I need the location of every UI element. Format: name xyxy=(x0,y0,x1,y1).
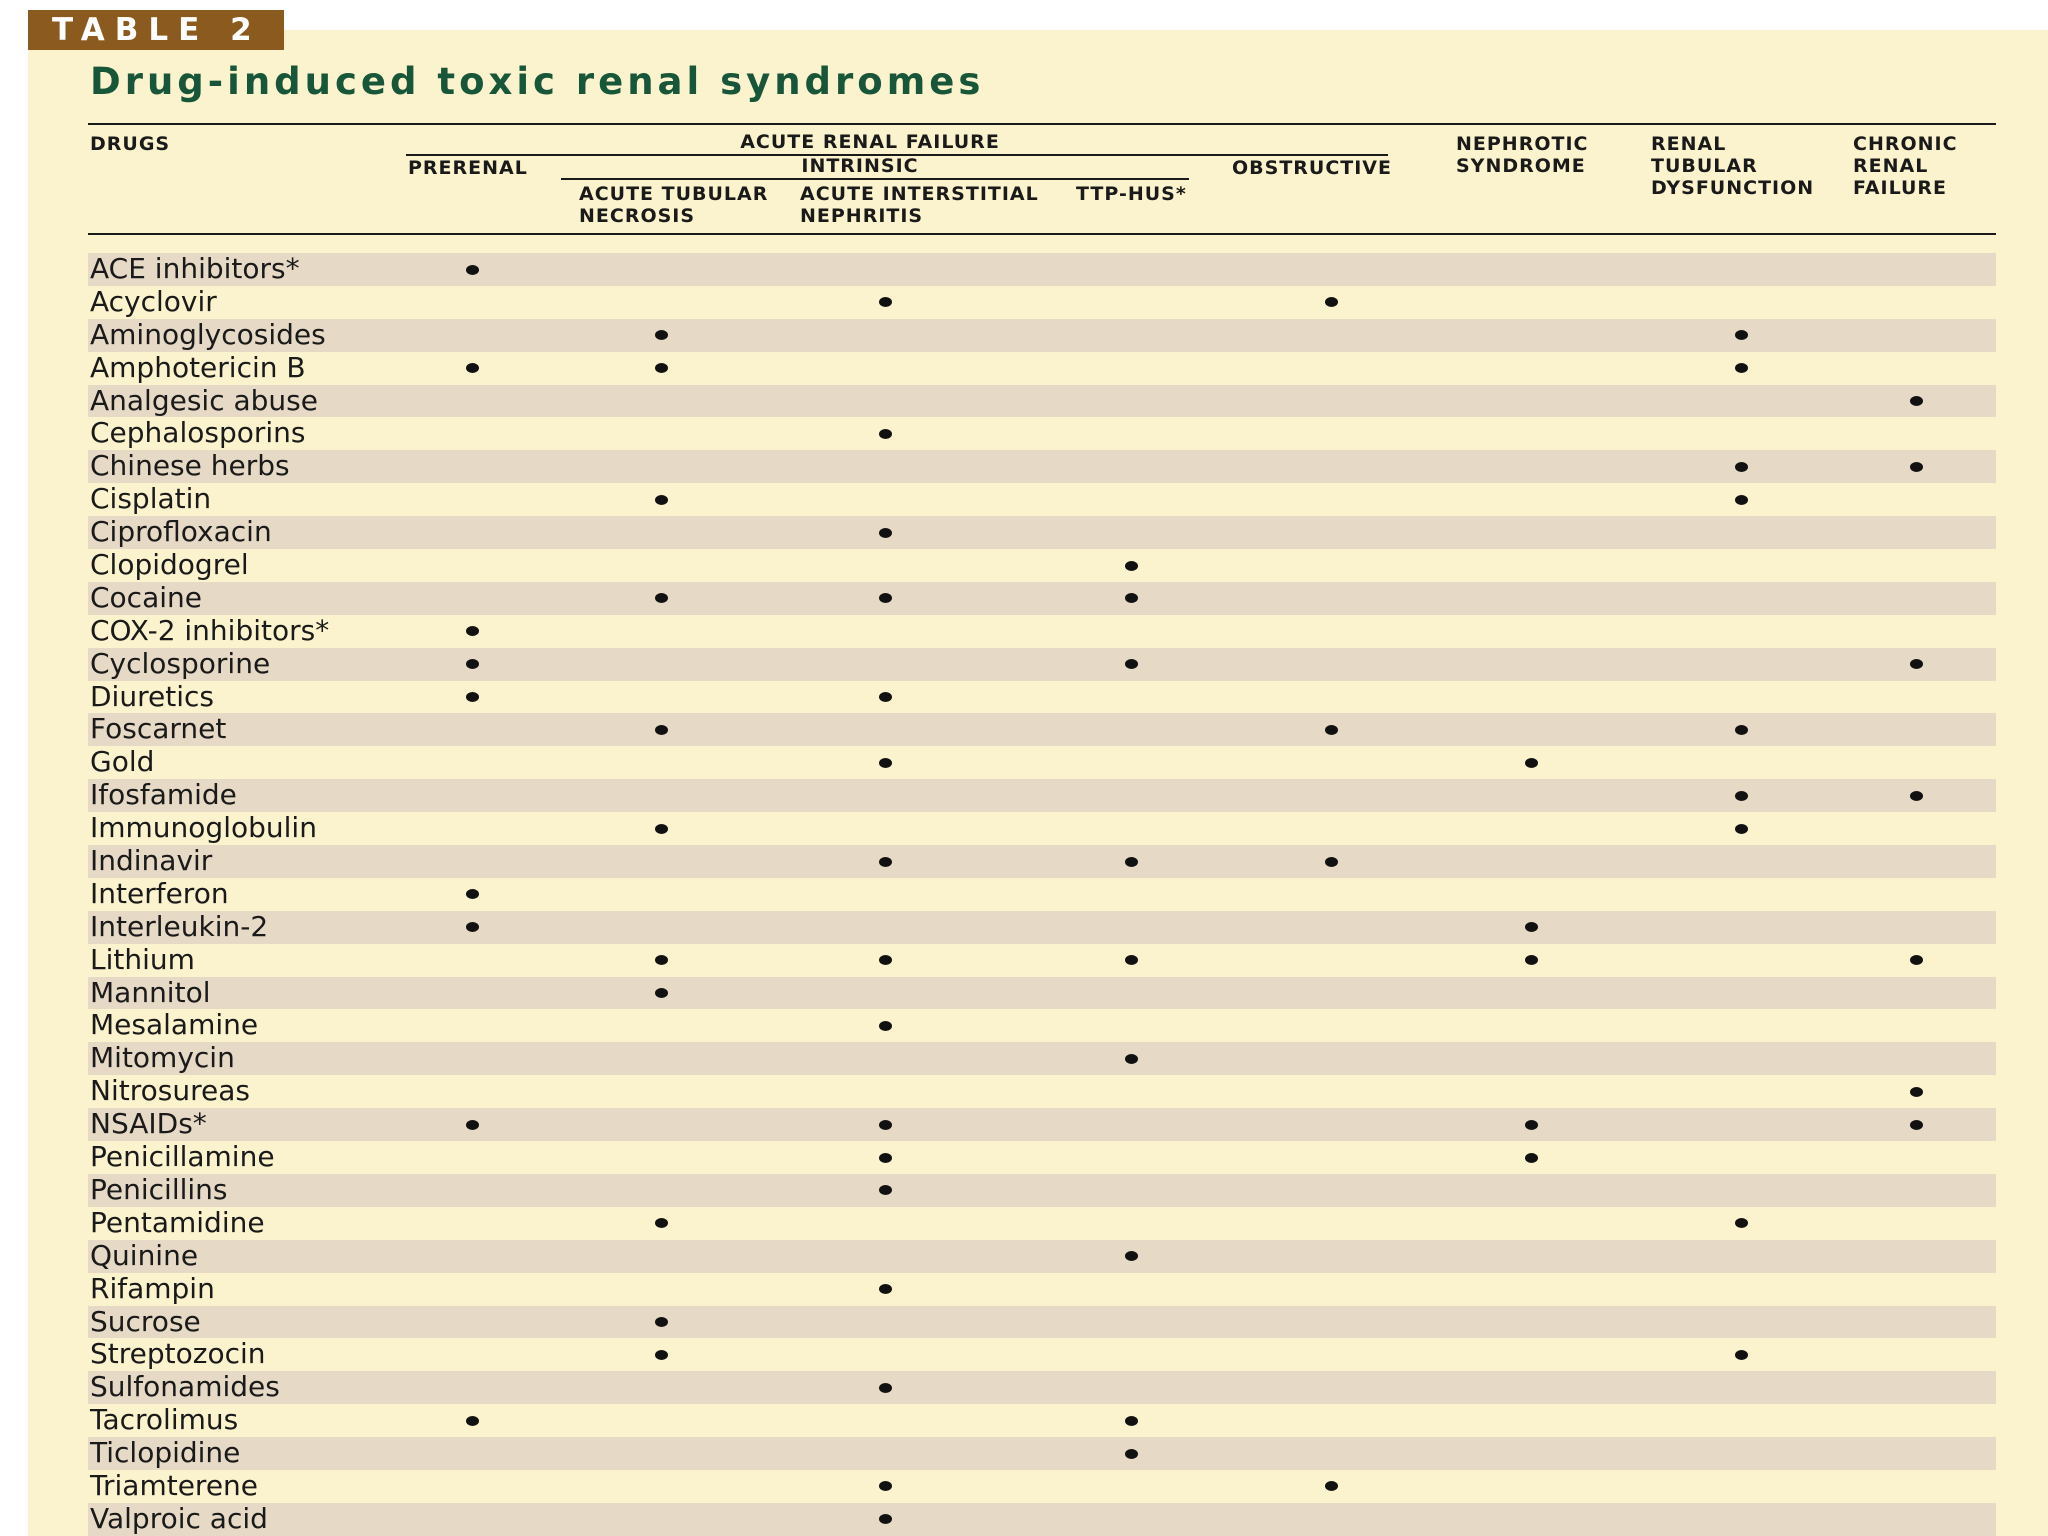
bullet-mark-prerenal xyxy=(466,659,479,669)
drug-name: Valproic acid xyxy=(90,1501,268,1535)
table-row xyxy=(88,1273,1996,1306)
drug-table-body xyxy=(88,253,1996,1536)
bullet-mark-prerenal xyxy=(466,1416,479,1426)
table-row xyxy=(88,779,1996,812)
drug-name: Ifosfamide xyxy=(90,778,237,812)
header-intrinsic: INTRINSIC xyxy=(801,155,919,177)
drug-name: Sulfonamides xyxy=(90,1370,280,1404)
drug-name: Cyclosporine xyxy=(90,646,271,680)
drug-name: Indinavir xyxy=(90,844,213,878)
table-row xyxy=(88,1009,1996,1042)
bullet-mark-acute-interstitial-nephritis xyxy=(879,429,892,439)
bullet-mark-prerenal xyxy=(466,1120,479,1130)
bullet-mark-acute-interstitial-nephritis xyxy=(879,1481,892,1491)
table-row xyxy=(88,878,1996,911)
drug-name: Mesalamine xyxy=(90,1008,259,1042)
drug-name: ACE inhibitors* xyxy=(90,252,300,285)
table-row xyxy=(88,450,1996,483)
bullet-mark-prerenal xyxy=(466,922,479,932)
drug-name: Chinese herbs xyxy=(90,449,290,483)
table-row xyxy=(88,1042,1996,1075)
bullet-mark-prerenal xyxy=(466,692,479,702)
table-row xyxy=(88,319,1996,352)
drug-name: Pentamidine xyxy=(90,1205,265,1239)
bullet-mark-chronic-renal-failure xyxy=(1910,1120,1923,1130)
table-row xyxy=(88,1404,1996,1437)
bullet-mark-prerenal xyxy=(466,889,479,899)
bullet-mark-acute-interstitial-nephritis xyxy=(879,1021,892,1031)
drug-name: Cisplatin xyxy=(90,482,212,516)
table-row xyxy=(88,944,1996,977)
table-row xyxy=(88,845,1996,878)
bullet-mark-obstructive xyxy=(1325,297,1338,307)
drug-name: Ciprofloxacin xyxy=(90,515,272,549)
bullet-mark-nephrotic-syndrome xyxy=(1525,1153,1538,1163)
bullet-mark-renal-tubular-dysfunction xyxy=(1735,791,1748,801)
bullet-mark-nephrotic-syndrome xyxy=(1525,758,1538,768)
bullet-mark-ttp-hus xyxy=(1125,1416,1138,1426)
bullet-mark-renal-tubular-dysfunction xyxy=(1735,725,1748,735)
bullet-mark-obstructive xyxy=(1325,725,1338,735)
bullet-mark-renal-tubular-dysfunction xyxy=(1735,1350,1748,1360)
drug-name: Diuretics xyxy=(90,679,214,713)
drug-name: Lithium xyxy=(90,942,195,976)
table-row xyxy=(88,1470,1996,1503)
header-obstructive: OBSTRUCTIVE xyxy=(1232,157,1392,179)
bullet-mark-acute-tubular-necrosis xyxy=(655,363,668,373)
table-row xyxy=(88,812,1996,845)
bullet-mark-obstructive xyxy=(1325,857,1338,867)
bullet-mark-chronic-renal-failure xyxy=(1910,396,1923,406)
bullet-mark-prerenal xyxy=(466,626,479,636)
bullet-mark-renal-tubular-dysfunction xyxy=(1735,495,1748,505)
drug-name: Cephalosporins xyxy=(90,416,306,450)
bullet-mark-renal-tubular-dysfunction xyxy=(1735,330,1748,340)
bullet-mark-acute-tubular-necrosis xyxy=(655,955,668,965)
bullet-mark-chronic-renal-failure xyxy=(1910,659,1923,669)
table-row xyxy=(88,582,1996,615)
table-row xyxy=(88,286,1996,319)
table-row xyxy=(88,1174,1996,1207)
drug-name: Triamterene xyxy=(90,1468,259,1502)
table-row xyxy=(88,648,1996,681)
table-row xyxy=(88,516,1996,549)
drug-name: Amphotericin B xyxy=(90,350,306,384)
bullet-mark-acute-interstitial-nephritis xyxy=(879,528,892,538)
drug-name: COX-2 inhibitors* xyxy=(90,613,330,647)
bullet-mark-acute-tubular-necrosis xyxy=(655,593,668,603)
bullet-mark-acute-interstitial-nephritis xyxy=(879,1514,892,1524)
header-prerenal: PRERENAL xyxy=(408,157,528,179)
drug-name: Acyclovir xyxy=(90,284,217,318)
header-top-rule xyxy=(88,123,1996,125)
drug-name: Quinine xyxy=(90,1238,199,1272)
header-nephrotic-syndrome: NEPHROTIC SYNDROME xyxy=(1456,133,1589,177)
bullet-mark-acute-tubular-necrosis xyxy=(655,330,668,340)
drug-name: Aminoglycosides xyxy=(90,317,326,351)
header-acute-renal-failure: ACUTE RENAL FAILURE xyxy=(740,131,1000,153)
table-row xyxy=(88,1108,1996,1141)
bullet-mark-nephrotic-syndrome xyxy=(1525,922,1538,932)
bullet-mark-chronic-renal-failure xyxy=(1910,791,1923,801)
header-chronic-renal-failure: CHRONIC RENAL FAILURE xyxy=(1853,133,1958,199)
bullet-mark-acute-interstitial-nephritis xyxy=(879,1153,892,1163)
header-acute-tubular-necrosis: ACUTE TUBULAR NECROSIS xyxy=(579,183,769,227)
drug-name: Penicillamine xyxy=(90,1140,275,1174)
bullet-mark-prerenal xyxy=(466,265,479,275)
table-row xyxy=(88,977,1996,1010)
bullet-mark-acute-tubular-necrosis xyxy=(655,1317,668,1327)
bullet-mark-acute-interstitial-nephritis xyxy=(879,857,892,867)
table-row xyxy=(88,713,1996,746)
drug-name: Tacrolimus xyxy=(90,1403,239,1437)
drug-name: Foscarnet xyxy=(90,712,227,746)
header-renal-tubular-dysfunction: RENAL TUBULAR DYSFUNCTION xyxy=(1651,133,1815,199)
table-row xyxy=(88,1437,1996,1470)
drug-name: Nitrosureas xyxy=(90,1074,250,1108)
bullet-mark-renal-tubular-dysfunction xyxy=(1735,462,1748,472)
table-row xyxy=(88,483,1996,516)
table-row xyxy=(88,681,1996,714)
drug-name: Clopidogrel xyxy=(90,548,249,582)
bullet-mark-ttp-hus xyxy=(1125,857,1138,867)
bullet-mark-acute-tubular-necrosis xyxy=(655,988,668,998)
table-row xyxy=(88,615,1996,648)
table-row xyxy=(88,1371,1996,1404)
table-row xyxy=(88,1338,1996,1371)
drug-name: Gold xyxy=(90,745,155,779)
bullet-mark-acute-interstitial-nephritis xyxy=(879,1383,892,1393)
table-row xyxy=(88,1503,1996,1536)
bullet-mark-acute-interstitial-nephritis xyxy=(879,1120,892,1130)
table-label-tag: TABLE 2 xyxy=(28,10,284,50)
bullet-mark-ttp-hus xyxy=(1125,659,1138,669)
drug-name: Mitomycin xyxy=(90,1041,235,1075)
drug-name: Ticlopidine xyxy=(90,1436,241,1470)
bullet-mark-acute-interstitial-nephritis xyxy=(879,297,892,307)
bullet-mark-ttp-hus xyxy=(1125,593,1138,603)
header-drugs: DRUGS xyxy=(90,133,171,155)
table-row xyxy=(88,352,1996,385)
drug-name: Penicillins xyxy=(90,1172,228,1206)
bullet-mark-ttp-hus xyxy=(1125,561,1138,571)
bullet-mark-acute-tubular-necrosis xyxy=(655,725,668,735)
bullet-mark-acute-tubular-necrosis xyxy=(655,495,668,505)
table-row xyxy=(88,385,1996,418)
bullet-mark-prerenal xyxy=(466,363,479,373)
drug-name: Immunoglobulin xyxy=(90,811,317,845)
bullet-mark-ttp-hus xyxy=(1125,955,1138,965)
table-row xyxy=(88,1141,1996,1174)
drug-name: Interleukin-2 xyxy=(90,909,269,943)
bullet-mark-acute-interstitial-nephritis xyxy=(879,758,892,768)
bullet-mark-acute-interstitial-nephritis xyxy=(879,1185,892,1195)
drug-name: Rifampin xyxy=(90,1271,215,1305)
intrinsic-rule xyxy=(561,178,1189,180)
bullet-mark-nephrotic-syndrome xyxy=(1525,1120,1538,1130)
header-bottom-rule xyxy=(88,233,1996,235)
bullet-mark-acute-interstitial-nephritis xyxy=(879,593,892,603)
table-row xyxy=(88,1207,1996,1240)
drug-name: NSAIDs* xyxy=(90,1107,207,1141)
table-row xyxy=(88,549,1996,582)
header-acute-interstitial-nephritis: ACUTE INTERSTITIAL NEPHRITIS xyxy=(800,183,1039,227)
bullet-mark-renal-tubular-dysfunction xyxy=(1735,1218,1748,1228)
header-ttp-hus: TTP-HUS* xyxy=(1076,183,1187,205)
table-row xyxy=(88,253,1996,286)
table-row xyxy=(88,1306,1996,1339)
bullet-mark-nephrotic-syndrome xyxy=(1525,955,1538,965)
bullet-mark-acute-interstitial-nephritis xyxy=(879,692,892,702)
bullet-mark-acute-tubular-necrosis xyxy=(655,824,668,834)
drug-name: Cocaine xyxy=(90,580,202,614)
drug-name: Mannitol xyxy=(90,975,211,1009)
table-row xyxy=(88,1075,1996,1108)
bullet-mark-acute-tubular-necrosis xyxy=(655,1218,668,1228)
table-row xyxy=(88,746,1996,779)
table-row xyxy=(88,417,1996,450)
drug-name: Interferon xyxy=(90,876,229,910)
bullet-mark-acute-tubular-necrosis xyxy=(655,1350,668,1360)
bullet-mark-chronic-renal-failure xyxy=(1910,955,1923,965)
bullet-mark-obstructive xyxy=(1325,1481,1338,1491)
bullet-mark-ttp-hus xyxy=(1125,1449,1138,1459)
table-row xyxy=(88,1240,1996,1273)
bullet-mark-renal-tubular-dysfunction xyxy=(1735,824,1748,834)
bullet-mark-ttp-hus xyxy=(1125,1251,1138,1261)
drug-name: Streptozocin xyxy=(90,1337,266,1371)
drug-name: Analgesic abuse xyxy=(90,383,318,417)
bullet-mark-renal-tubular-dysfunction xyxy=(1735,363,1748,373)
table-row xyxy=(88,911,1996,944)
table-title: Drug-induced toxic renal syndromes xyxy=(90,60,985,103)
bullet-mark-ttp-hus xyxy=(1125,1054,1138,1064)
bullet-mark-chronic-renal-failure xyxy=(1910,462,1923,472)
drug-name: Sucrose xyxy=(90,1304,201,1338)
bullet-mark-acute-interstitial-nephritis xyxy=(879,1284,892,1294)
bullet-mark-chronic-renal-failure xyxy=(1910,1087,1923,1097)
bullet-mark-acute-interstitial-nephritis xyxy=(879,955,892,965)
